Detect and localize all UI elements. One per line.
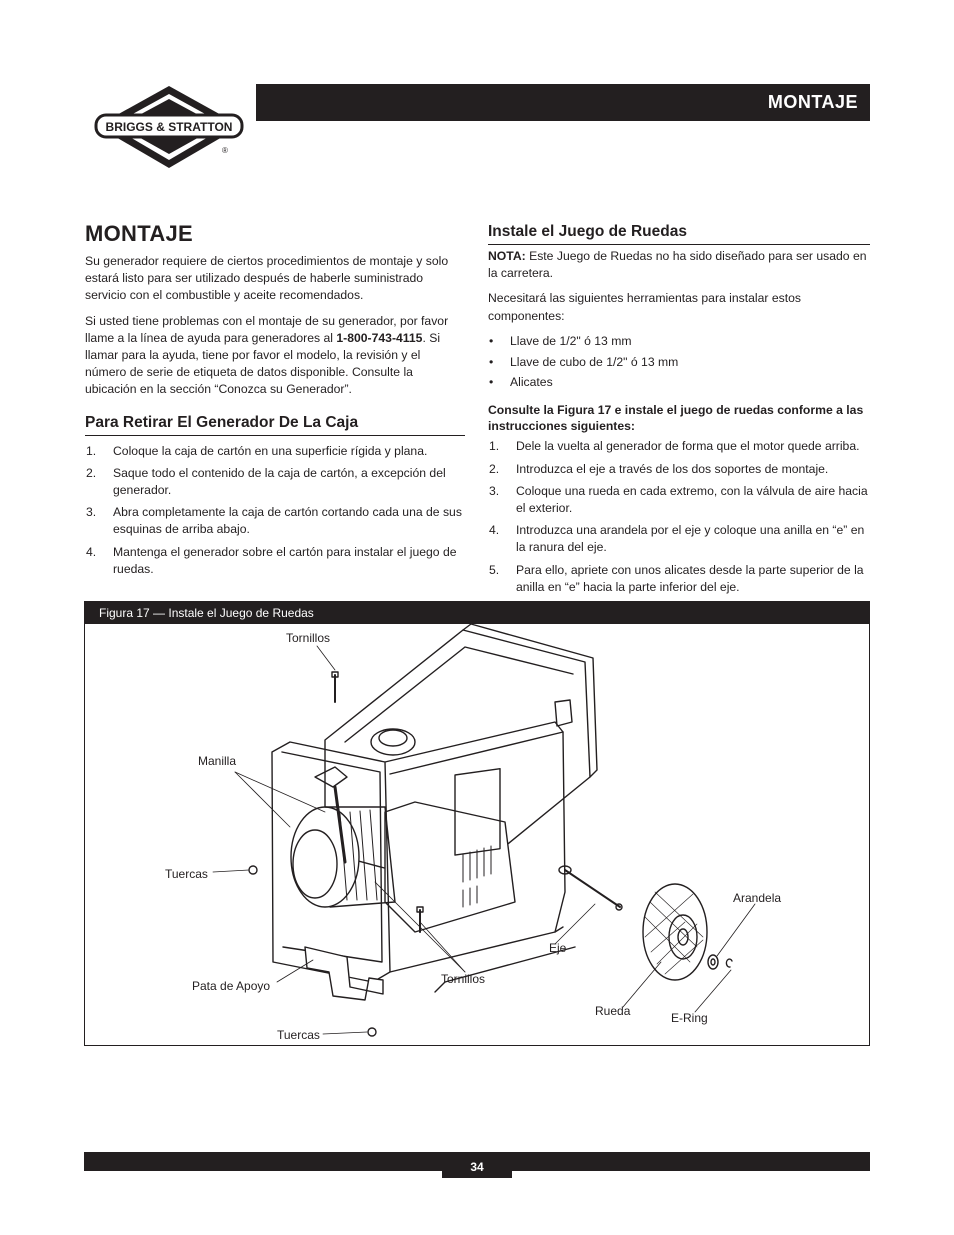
- helpline-text-pre: Si usted tiene problemas con el montaje de su generador, por favor llame a la línea de ayuda para generadores al: [85, 313, 449, 345]
- unbox-steps: [85, 443, 465, 578]
- right-column: [488, 218, 870, 601]
- tools-intro: Necesitará las siguientes herramientas para instalar estos componentes:: [488, 291, 801, 323]
- label-e-ring: E-Ring: [671, 1011, 708, 1025]
- step-text: Coloque una rueda en cada extremo, con la válvula de aire hacia el exterior.: [516, 483, 868, 516]
- step-text: Abra completamente la caja de cartón cortando cada una de sus esquinas de arriba abajo.: [113, 505, 462, 537]
- note-label: NOTA:: [488, 249, 526, 263]
- intro-paragraph: Su generador requiere de ciertos procedimientos de montaje y solo estará listo para ser utilizado después de haberle suministrado servicio con el combustible y aceite recomendados.: [85, 254, 449, 303]
- wheel-kit-steps: [488, 438, 870, 596]
- list-item: [488, 438, 870, 455]
- registered-mark: ®: [222, 146, 228, 155]
- step-number: 4.: [86, 544, 97, 559]
- step-text: Saque todo el contenido de la caja de cartón, a excepción del generador.: [113, 465, 446, 498]
- helpline-text-post: . Si llamar para la ayuda, tiene por favor el modelo, la revisión y el número de serie de etiqueta de datos disponible. Consulte la ubicación en la sección “Conozca su Generador”.: [85, 330, 441, 397]
- figure-caption: Figura 17 — Instale el Juego de Ruedas: [85, 602, 869, 624]
- note-paragraph: [488, 248, 870, 282]
- wheel-kit-section-title: Instale el Juego de Ruedas: [488, 222, 870, 245]
- label-eje: Eje: [549, 941, 567, 955]
- list-item: [85, 465, 465, 499]
- step-number: 2.: [489, 461, 500, 476]
- list-item: [488, 562, 870, 596]
- list-item: [488, 461, 870, 478]
- brand-logo: [93, 84, 245, 170]
- section-header-bar: MONTAJE: [256, 84, 870, 121]
- step-number: 1.: [86, 443, 97, 458]
- step-number: 1.: [489, 439, 500, 454]
- step-number: 2.: [86, 465, 97, 480]
- label-tuercas-bottom: Tuercas: [277, 1028, 320, 1042]
- step-text: Introduzca el eje a través de los dos soportes de montaje.: [516, 461, 829, 476]
- step-number: 3.: [86, 505, 97, 520]
- label-manilla: Manilla: [198, 754, 237, 768]
- logo-diamond-icon: [93, 84, 245, 170]
- label-tuercas-left: Tuercas: [165, 867, 208, 881]
- page-title: MONTAJE: [85, 221, 194, 246]
- label-rueda: Rueda: [595, 1004, 631, 1018]
- step-text: Dele la vuelta al generador de forma que el motor quede arriba.: [516, 439, 860, 454]
- step-number: 5.: [489, 562, 500, 577]
- figure-17: [84, 601, 870, 1046]
- helpline-phone: 1-800-743-4115: [336, 330, 423, 345]
- label-tornillos-bottom: Tornillos: [441, 972, 486, 986]
- step-text: Coloque la caja de cartón en una superficie rígida y plana.: [113, 443, 428, 458]
- tools-list: [488, 333, 870, 392]
- step-text: Introduzca una arandela por el eje y coloque una anilla en “e” en la ranura del eje.: [516, 523, 865, 555]
- step-number: 3.: [489, 483, 500, 498]
- list-item: [488, 522, 870, 556]
- left-column: [85, 218, 465, 583]
- step-number: 4.: [489, 523, 500, 538]
- page-number: 34: [442, 1152, 512, 1178]
- logo-text: BRIGGS & STRATTON: [105, 120, 233, 134]
- list-item: [85, 544, 465, 578]
- label-tornillos-top: Tornillos: [286, 631, 331, 645]
- step-text: Para ello, apriete con unos alicates desde la parte superior de la anilla en “e” hacia la parte inferior del eje.: [516, 562, 864, 594]
- label-arandela: Arandela: [733, 891, 782, 905]
- note-text: Este Juego de Ruedas no ha sido diseñado para ser usado en la carretera.: [488, 249, 867, 281]
- list-item: • Llave de cubo de 1/2" ó 13 mm: [488, 354, 870, 371]
- helpline-paragraph: [85, 313, 465, 399]
- list-item: [85, 504, 465, 538]
- unbox-section-title: Para Retirar El Generador De La Caja: [85, 413, 465, 436]
- list-item: • Llave de 1/2" ó 13 mm: [488, 333, 870, 350]
- step-text: Mantenga el generador sobre el cartón para instalar el juego de ruedas.: [113, 544, 457, 576]
- list-item: • Alicates: [488, 374, 870, 391]
- list-item: [85, 443, 465, 460]
- list-item: [488, 483, 870, 517]
- label-pata-de-apoyo: Pata de Apoyo: [192, 979, 271, 993]
- figure-instruction: Consulte la Figura 17 e instale el juego de ruedas conforme a las instrucciones siguientes:: [488, 403, 864, 433]
